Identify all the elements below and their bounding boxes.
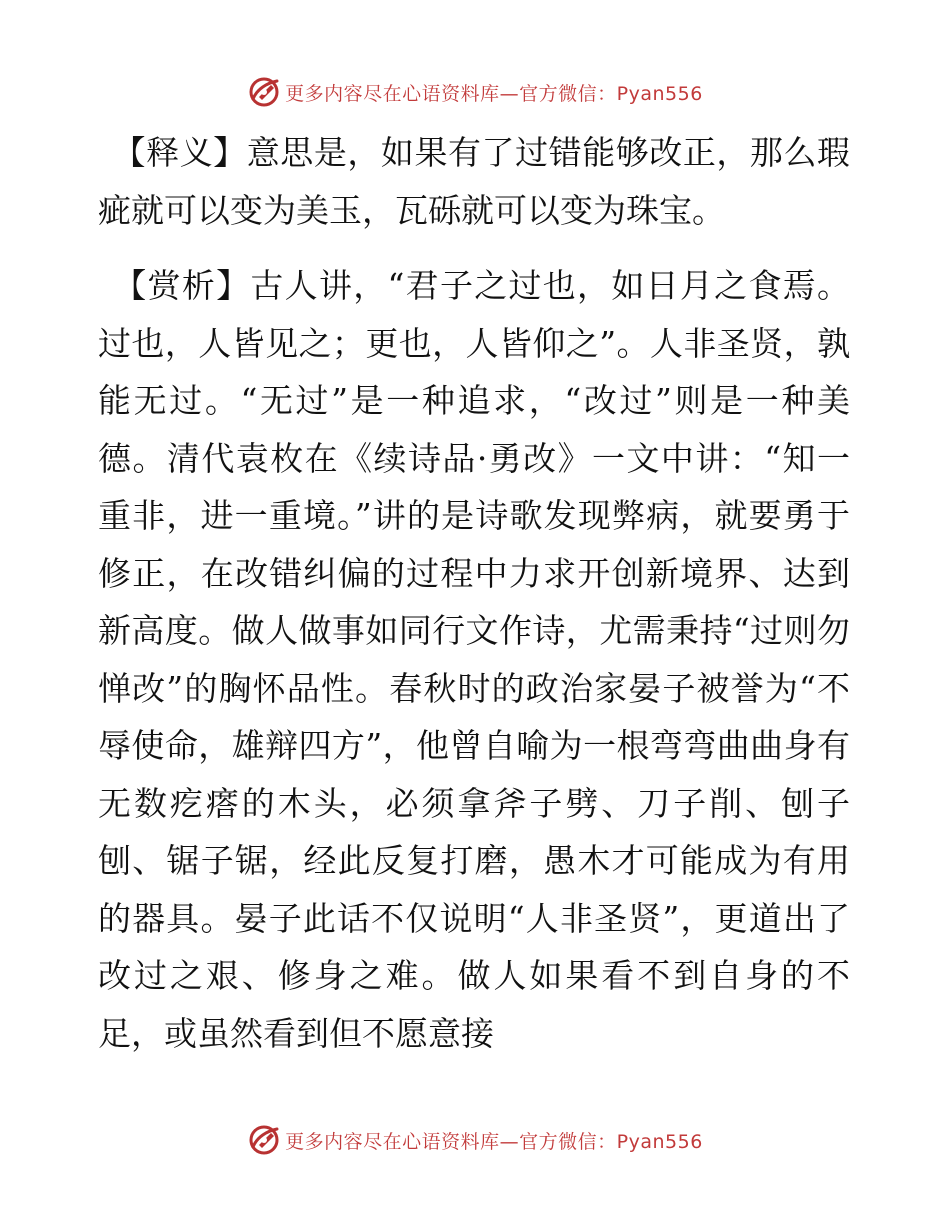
definition-text: 意思是，如果有了过错能够改正，那么瑕疵就可以变为美玉，瓦砾就可以变为珠宝。 [98, 133, 851, 230]
footer-banner-text: 更多内容尽在心语资料库—官方微信：Pyan556 [285, 1130, 703, 1153]
definition-heading: 【释义】 [112, 133, 247, 172]
document-body [98, 124, 850, 1062]
footer-banner [0, 1120, 950, 1160]
paragraph-appreciation [98, 257, 850, 1062]
header-banner-text: 更多内容尽在心语资料库—官方微信：Pyan556 [285, 82, 703, 105]
appreciation-text: 古人讲，“君子之过也，如日月之食焉。过也，人皆见之；更也，人皆仰之”。人非圣贤，孰能无过。“无过”是一种追求，“改过”则是一种美德。清代袁枚在《续诗品·勇改》一文中讲：“知一重非，进一重境。”讲的是诗歌发现弊病，就要勇于修正，在改错纠偏的过程中力求开创新境界、达到新高度。做人做事如同行文作诗，尤需秉持“过则勿惮改”的胸怀品性。春秋时的政治家晏子被誉为“不辱使命，雄辩四方”，他曾自喻为一根弯弯曲曲身有无数疙瘩的木头，必须拿斧子劈、刀子削、刨子刨、锯子锯，经此反复打磨，愚木才可能成为有用的器具。晏子此话不仅说明“人非圣贤”，更道出了改过之艰、修身之难。做人如果看不到自身的不足，或虽然看到但不愿意接 [98, 266, 851, 1053]
pen-logo-icon [247, 1123, 281, 1157]
pen-logo-icon [247, 75, 281, 109]
appreciation-heading: 【赏析】 [112, 266, 251, 305]
paragraph-definition [98, 124, 850, 239]
header-banner [0, 72, 950, 112]
